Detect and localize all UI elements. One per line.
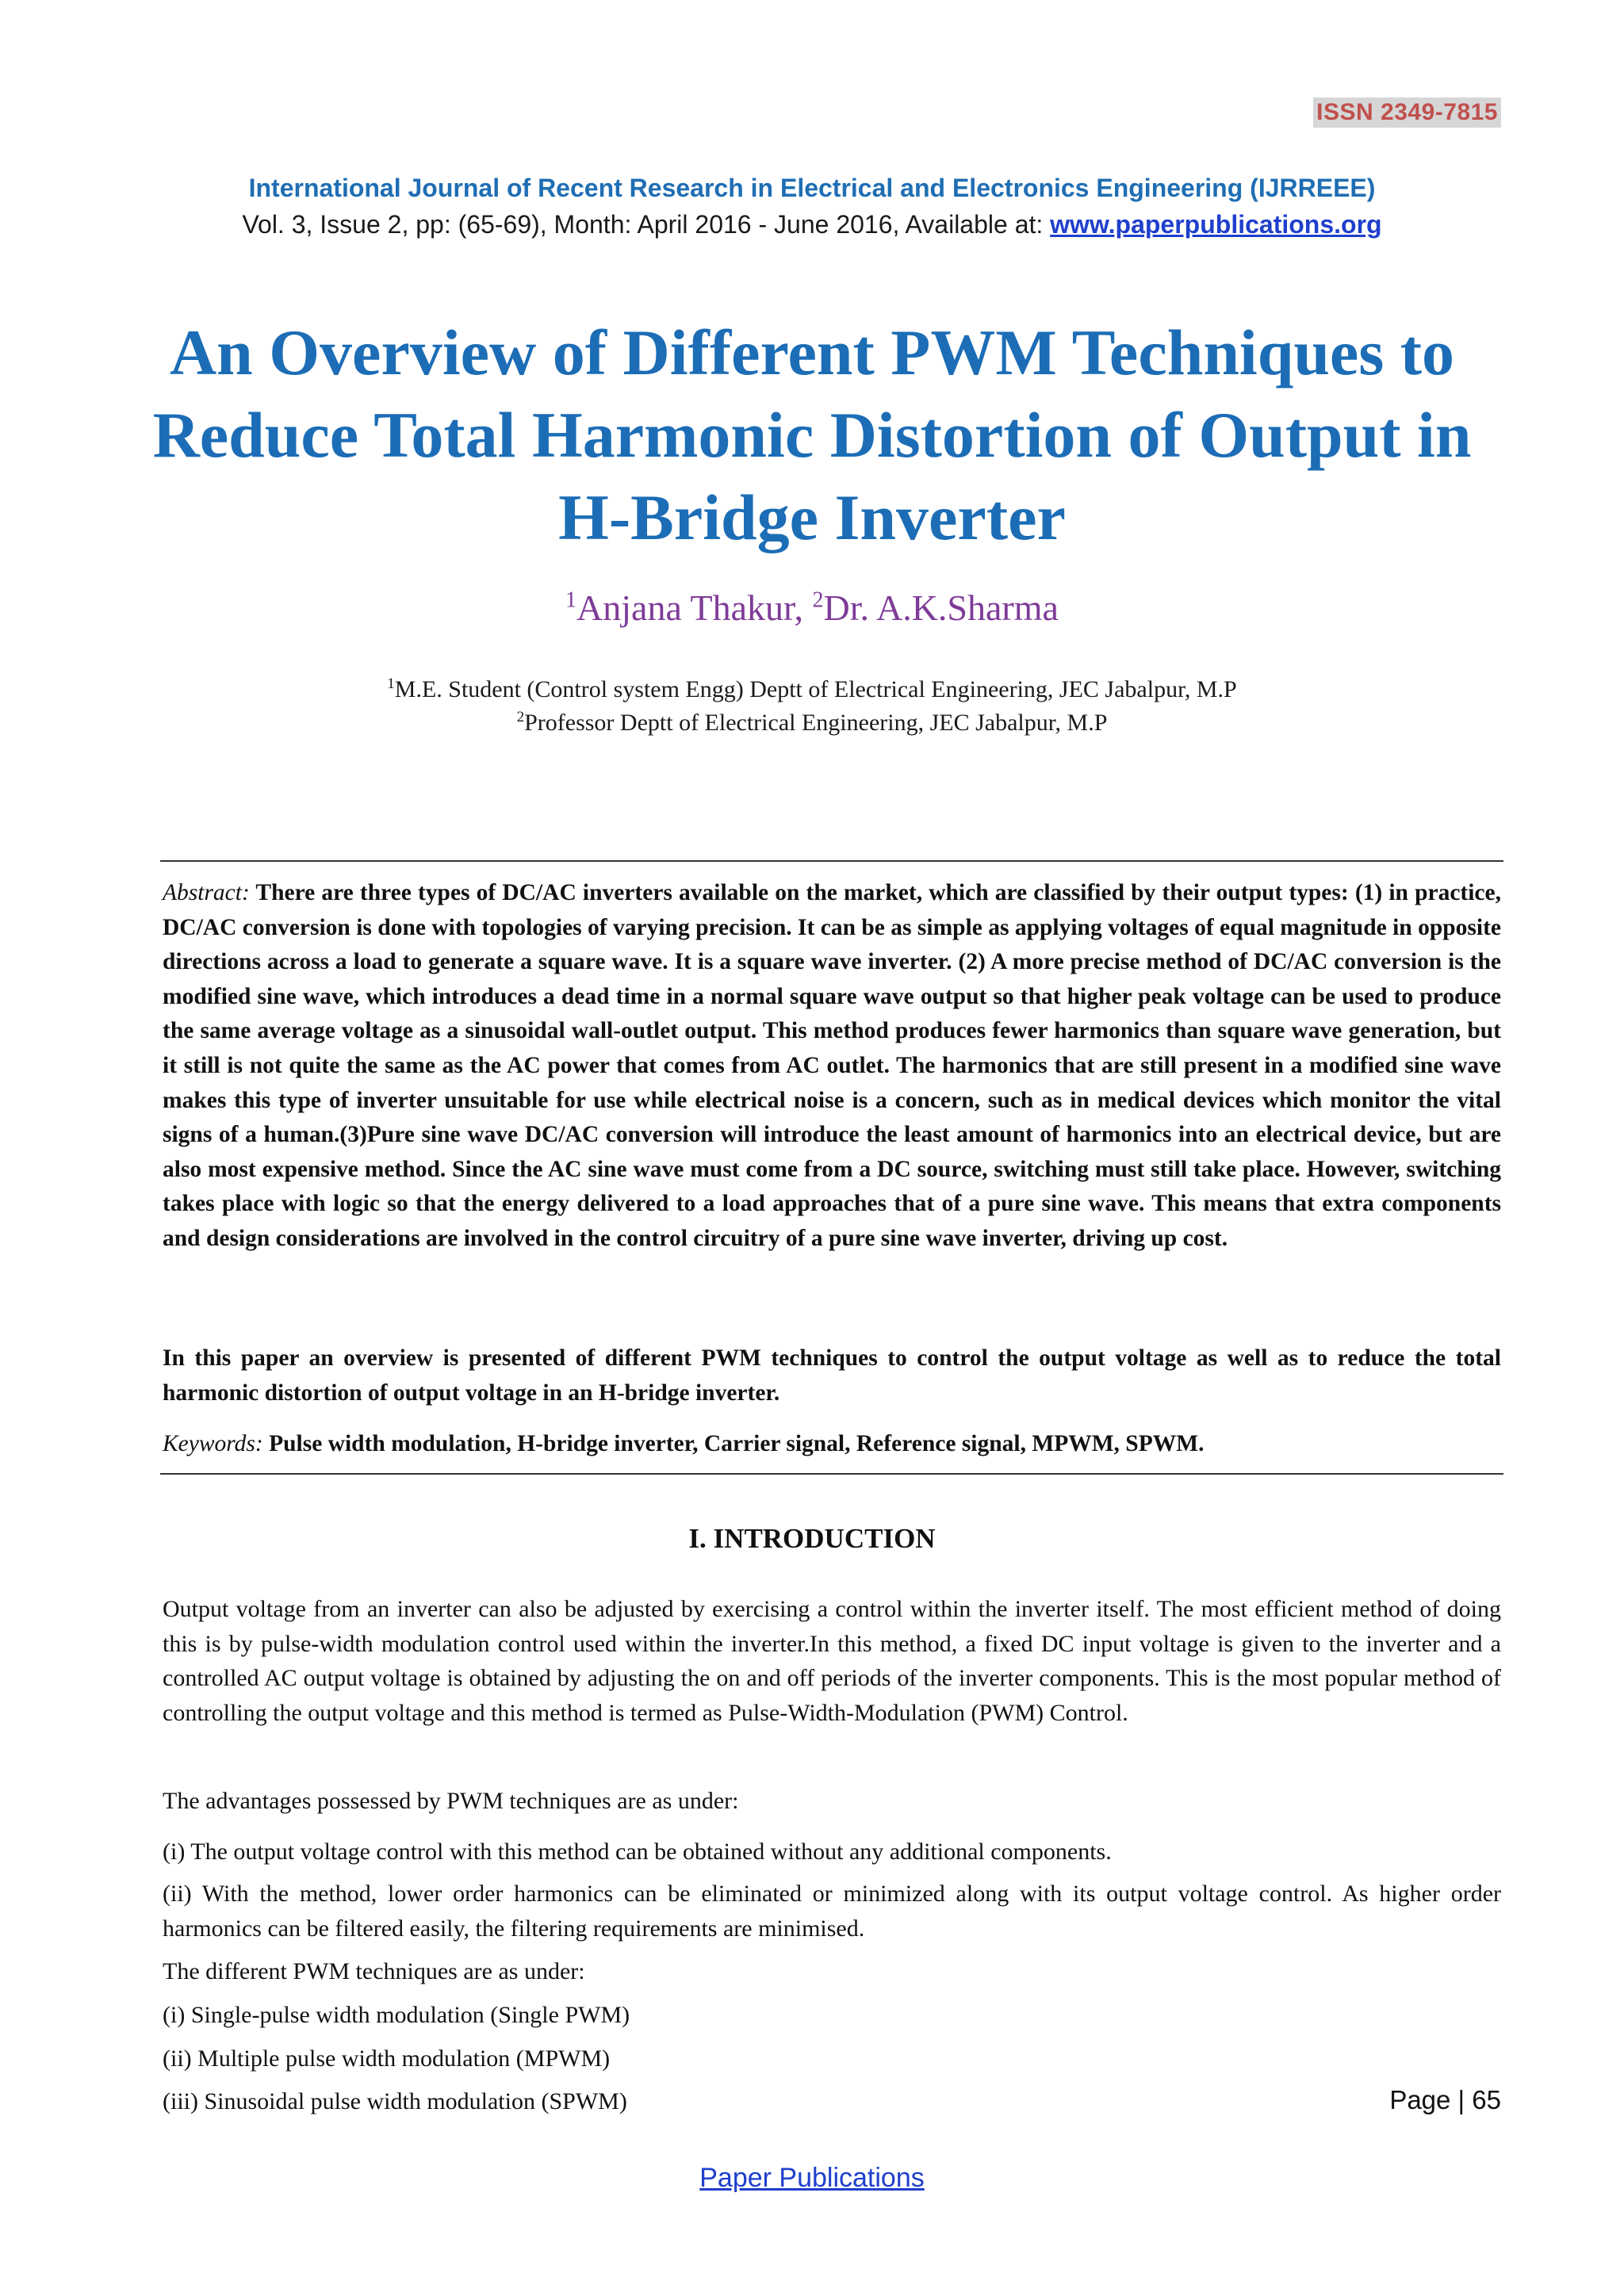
abstract-label: Abstract: <box>163 880 250 905</box>
volume-text: Vol. 3, Issue 2, pp: (65-69), Month: April 2016 - June 2016, Available at: <box>242 210 1051 239</box>
techniques-intro: The different PWM techniques are as under: <box>163 1958 585 1984</box>
technique-item-1: (i) Single-pulse width modulation (Single PWM) <box>163 2002 630 2028</box>
author1-name: Anjana Thakur, <box>576 587 813 628</box>
affiliation-2 <box>0 709 1624 737</box>
journal-name: International Journal of Recent Research in Electrical and Electronics Engineering (IJRREEE) <box>248 174 1376 202</box>
abstract-top-rule <box>160 860 1503 862</box>
author-line <box>0 587 1624 629</box>
issn-badge: ISSN 2349-7815 <box>1313 98 1501 128</box>
page-number: Page | 65 <box>1389 2085 1501 2114</box>
technique-item-3: (iii) Sinusoidal pulse width modulation (SPWM) <box>163 2088 627 2114</box>
technique-item-2: (ii) Multiple pulse width modulation (MPWM) <box>163 2045 611 2072</box>
abstract-overview: In this paper an overview is presented of different PWM techniques to control the output voltage as well as to reduce the total harmonic distortion of output voltage in an H-bridge inverter. <box>163 1345 1501 1406</box>
advantage-item-1: (i) The output voltage control with this method can be obtained without any additional components. <box>163 1839 1112 1865</box>
keywords-line <box>163 1427 1501 1462</box>
keywords-label: Keywords: <box>163 1431 263 1456</box>
author2-name: Dr. A.K.Sharma <box>823 587 1059 628</box>
abstract-paragraph <box>163 876 1501 1257</box>
website-link[interactable]: www.paperpublications.org <box>1050 210 1382 239</box>
advantage-item-2: (ii) With the method, lower order harmonics can be eliminated or minimized along with its output voltage control. As higher order harmonics can be filtered easily, the filtering requirements are minimised. <box>163 1881 1501 1942</box>
volume-info <box>0 210 1624 239</box>
publisher-link[interactable]: Paper Publications <box>699 2163 925 2193</box>
keywords-text: Pulse width modulation, H-bridge inverter, Carrier signal, Reference signal, MPWM, SPWM. <box>269 1431 1205 1456</box>
abstract-text: There are three types of DC/AC inverters available on the market, which are classified by their output types: (1) in practice, DC/AC conversion is done with topologies of varying precision. It can be as simple as applying voltages of equal magnitude in opposite directions across a load to generate a square wave. It is a square wave inverter. (2) A more precise method of DC/AC conversion is the modified sine wave, which introduces a dead time in a normal square wave output so that higher peak voltage can be used to produce the same average voltage as a sinusoidal wall-outlet output. This method produces fewer harmonics than square wave generation, but it still is not quite the same as the AC power that comes from AC outlet. The harmonics that are still present in a modified sine wave makes this type of inverter unsuitable for use while electrical noise is a concern, such as in medical devices which monitor the vital signs of a human.(3)Pure sine wave DC/AC conversion will introduce the least amount of harmonics into an electrical device, but are also most expensive method. Since the AC sine wave must come from a DC source, switching must still take place. However, switching takes place with logic so that the energy delivered to a load approaches that of a pure sine wave. This means that extra components and design considerations are involved in the control circuitry of a pure sine wave inverter, driving up cost. <box>163 880 1501 1251</box>
paper-title: An Overview of Different PWM Techniques to Reduce Total Harmonic Distortion of Output in H-Bridge Inverter <box>152 316 1472 553</box>
affiliation1-text: M.E. Student (Control system Engg) Deptt of Electrical Engineering, JEC Jabalpur, M.P <box>394 676 1237 702</box>
intro-paragraph: Output voltage from an inverter can also be adjusted by exercising a control within the inverter itself. The most efficient method of doing this is by pulse-width modulation control used within the inverter.In this method, a fixed DC input voltage is given to the inverter and a controlled AC output voltage is obtained by adjusting the on and off periods of the inverter components. This is the most popular method of controlling the output voltage and this method is termed as Pulse-Width-Modulation (PWM) Control. <box>163 1596 1501 1726</box>
affiliation-1 <box>0 675 1624 703</box>
affiliation2-mark: 2 <box>516 709 525 725</box>
author1-mark: 1 <box>565 587 577 613</box>
affiliation1-mark: 1 <box>387 675 395 692</box>
abstract-bottom-rule <box>160 1473 1503 1475</box>
section-heading-introduction: I. INTRODUCTION <box>688 1523 936 1554</box>
author2-mark: 2 <box>812 587 824 613</box>
affiliation2-text: Professor Deptt of Electrical Engineering, JEC Jabalpur, M.P <box>524 710 1108 736</box>
advantages-intro: The advantages possessed by PWM techniques are as under: <box>163 1788 739 1814</box>
